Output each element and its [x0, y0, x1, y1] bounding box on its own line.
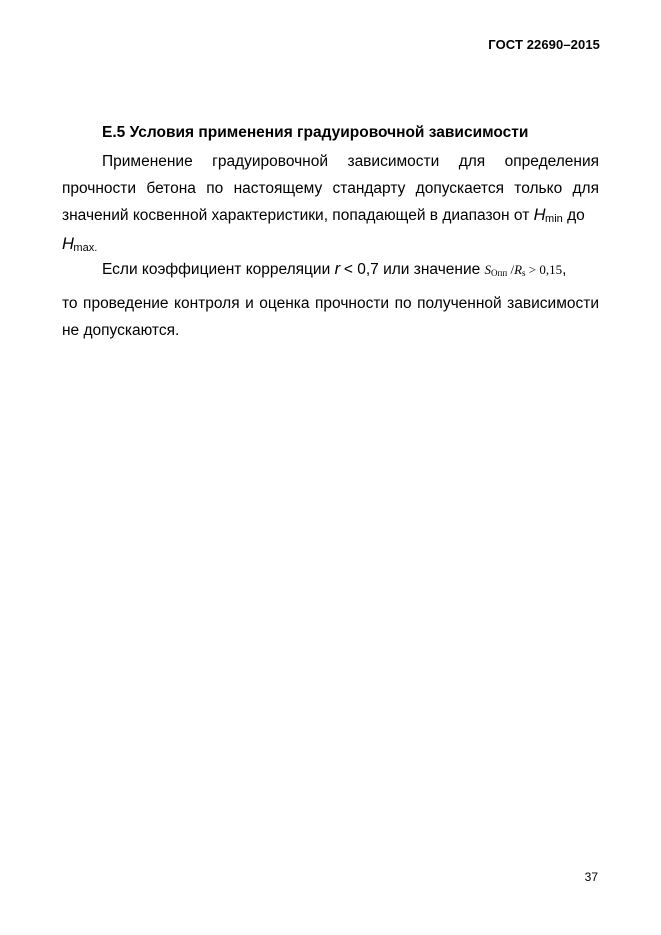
document-code: ГОСТ 22690–2015 [488, 37, 600, 52]
paragraph-line-one [62, 256, 599, 285]
variable-h: H [533, 206, 546, 224]
formula-r-var: R [514, 262, 523, 277]
formula [485, 262, 563, 277]
page-number: 37 [584, 870, 598, 884]
variable-r: r [334, 260, 340, 278]
condition-text: < 0,7 или значение [343, 261, 481, 278]
paragraph-first-line [62, 148, 599, 175]
paragraph-text: прочности бетона по настоящему стандарту допускается только для значений косвенной характеристики, попадающей в диапазон от [62, 180, 599, 224]
variable-h: H [62, 235, 74, 253]
paragraph-text: Если коэффициент корреляции [102, 261, 331, 278]
paragraph-continuation: то проведение контроля и оценка прочности по полученной зависимости не допускаются. [62, 295, 599, 339]
paragraph-correlation-condition [62, 256, 599, 344]
formula-s-var: S [484, 262, 492, 277]
period: . [94, 242, 98, 254]
formula-s-sub: Опп [491, 268, 508, 278]
section-heading: Е.5 Условия применения градуировочной зависимости [102, 124, 529, 141]
formula-cond: > 0,15 [528, 262, 563, 277]
paragraph-range-condition [62, 148, 599, 260]
comma: , [562, 261, 567, 278]
formula-r-sub: s [522, 268, 526, 278]
formula-slash: / [510, 262, 515, 277]
paragraph-first-line-text: Применение градуировочной зависимости для определения [102, 153, 599, 170]
conjunction: до [567, 207, 585, 224]
subscript-max: max [73, 242, 95, 254]
subscript-min: min [545, 213, 563, 225]
